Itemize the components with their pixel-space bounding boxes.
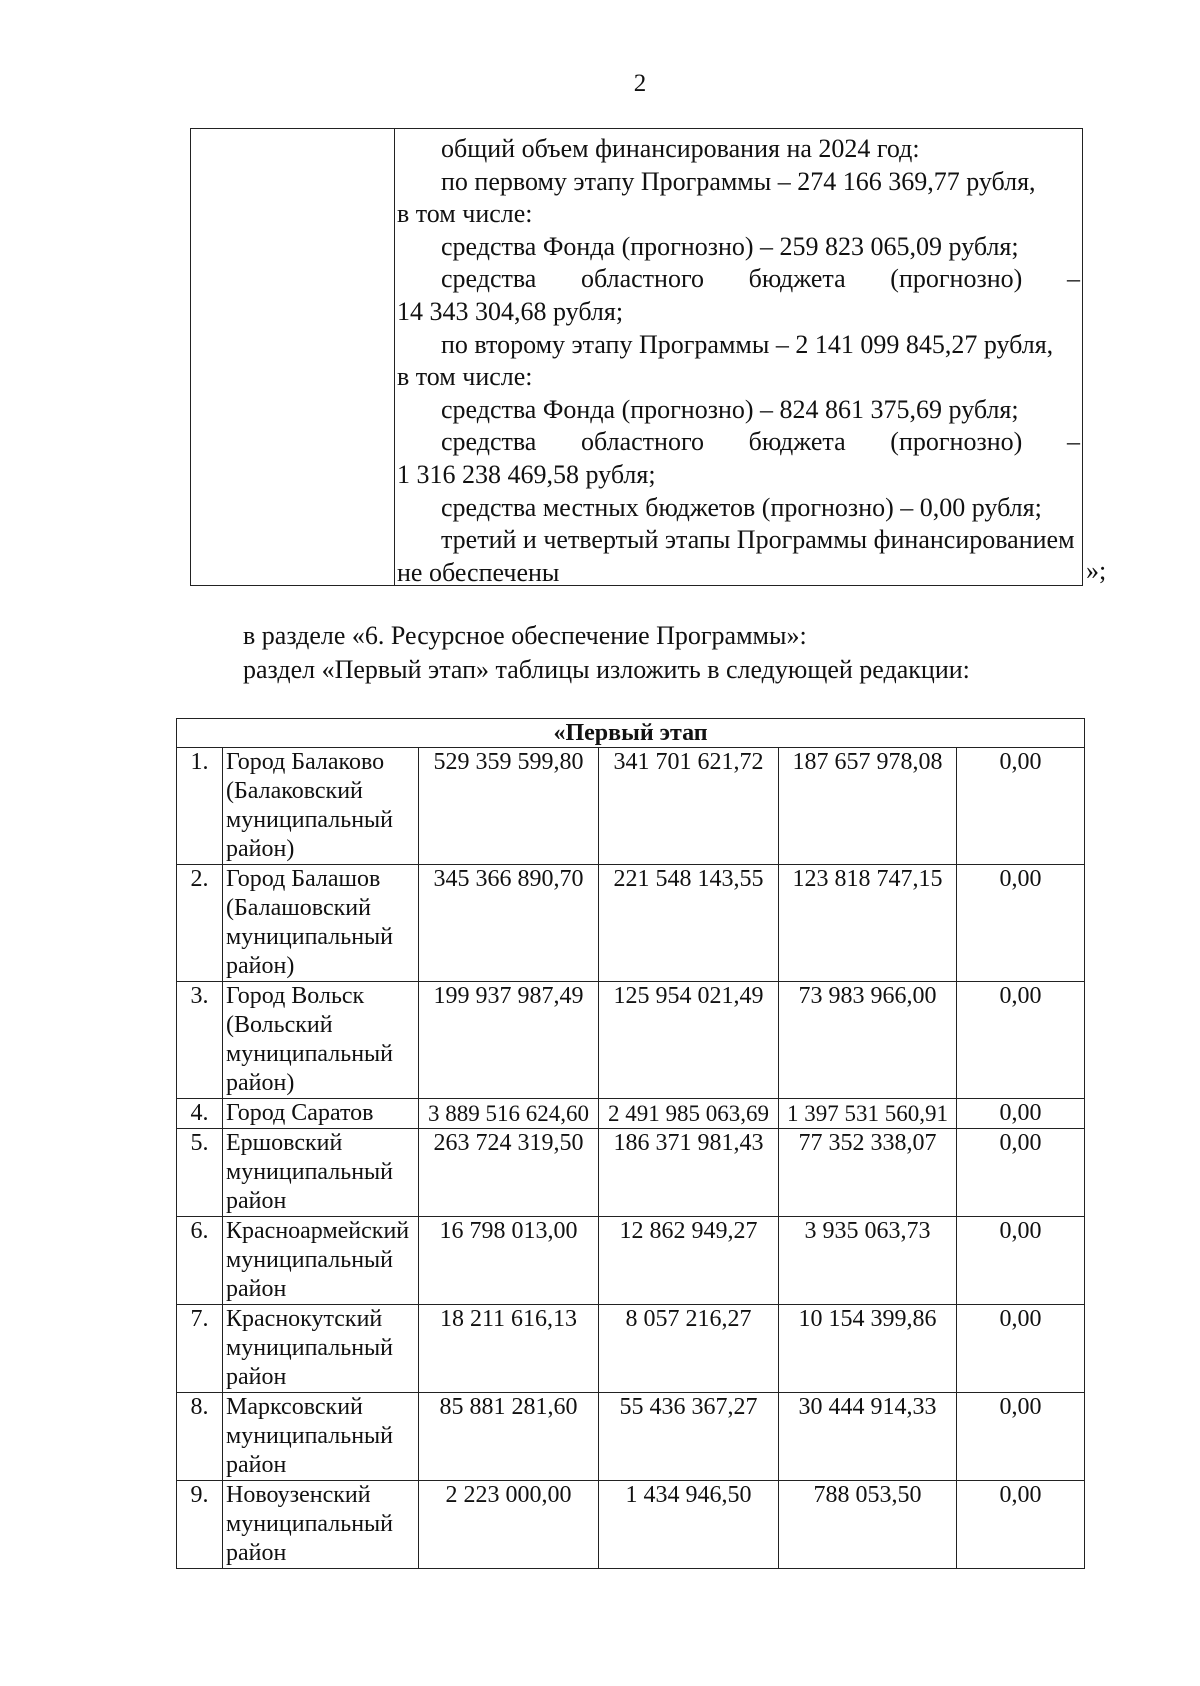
- row-number: 5.: [177, 1129, 223, 1217]
- passport-line: средства Фонда (прогнозно) – 259 823 065,09 рубля;: [441, 231, 1019, 261]
- passport-line: средства Фонда (прогнозно) – 824 861 375,69 рубля;: [441, 394, 1019, 424]
- local-amount: 0,00: [957, 1393, 1085, 1481]
- table-row: [177, 1129, 1085, 1217]
- municipality-name: Город Саратов: [223, 1099, 419, 1129]
- passport-line: в том числе:: [397, 199, 533, 229]
- fund-amount: 55 436 367,27: [599, 1393, 779, 1481]
- row-number: 6.: [177, 1217, 223, 1305]
- fund-amount: 341 701 621,72: [599, 748, 779, 865]
- body-text-line-1: в разделе «6. Ресурсное обеспечение Программы»:: [243, 621, 807, 650]
- passport-line: средства областного бюджета (прогнозно) –: [441, 264, 1080, 294]
- passport-line: средства областного бюджета (прогнозно) –: [441, 427, 1080, 457]
- passport-value-cell: [395, 129, 1082, 585]
- total-amount: 18 211 616,13: [419, 1305, 599, 1393]
- table-row: [177, 865, 1085, 982]
- row-number: 1.: [177, 748, 223, 865]
- body-text-line-2: раздел «Первый этап» таблицы изложить в следующей редакции:: [243, 655, 970, 684]
- regional-amount: 77 352 338,07: [779, 1129, 957, 1217]
- closing-quote: »;: [1086, 556, 1107, 585]
- passport-line: в том числе:: [397, 362, 533, 392]
- passport-table: [190, 128, 1083, 586]
- total-amount: 345 366 890,70: [419, 865, 599, 982]
- municipality-name: Город Балаково (Балаковский муниципальный район): [223, 748, 419, 865]
- fund-amount: 125 954 021,49: [599, 982, 779, 1099]
- fund-amount: 12 862 949,27: [599, 1217, 779, 1305]
- municipality-name: Город Балашов (Балашовский муниципальный район): [223, 865, 419, 982]
- stage-table: [176, 718, 1085, 1569]
- passport-line: не обеспечены: [397, 557, 560, 587]
- page-number: 2: [633, 70, 647, 97]
- table-row: [177, 1481, 1085, 1569]
- local-amount: 0,00: [957, 1099, 1085, 1129]
- table-row: [177, 1393, 1085, 1481]
- table-row: [177, 748, 1085, 865]
- table-row: [177, 982, 1085, 1099]
- local-amount: 0,00: [957, 865, 1085, 982]
- total-amount: 263 724 319,50: [419, 1129, 599, 1217]
- row-number: 9.: [177, 1481, 223, 1569]
- passport-label-cell: [191, 129, 395, 585]
- row-number: 8.: [177, 1393, 223, 1481]
- row-number: 7.: [177, 1305, 223, 1393]
- local-amount: 0,00: [957, 1305, 1085, 1393]
- regional-amount: 73 983 966,00: [779, 982, 957, 1099]
- fund-amount: 221 548 143,55: [599, 865, 779, 982]
- municipality-name: Ершовский муниципальный район: [223, 1129, 419, 1217]
- regional-amount: 123 818 747,15: [779, 865, 957, 982]
- stage-table-header: «Первый этап: [177, 719, 1085, 748]
- passport-line: по первому этапу Программы – 274 166 369,77 рубля,: [441, 166, 1036, 196]
- local-amount: 0,00: [957, 1217, 1085, 1305]
- total-amount: 16 798 013,00: [419, 1217, 599, 1305]
- municipality-name: Красноармейский муниципальный район: [223, 1217, 419, 1305]
- total-amount: 529 359 599,80: [419, 748, 599, 865]
- municipality-name: Марксовский муниципальный район: [223, 1393, 419, 1481]
- table-row: [177, 1217, 1085, 1305]
- total-amount: 3 889 516 624,60: [419, 1099, 599, 1129]
- regional-amount: 788 053,50: [779, 1481, 957, 1569]
- municipality-name: Краснокутский муниципальный район: [223, 1305, 419, 1393]
- passport-line: 1 316 238 469,58 рубля;: [397, 459, 656, 489]
- local-amount: 0,00: [957, 748, 1085, 865]
- fund-amount: 8 057 216,27: [599, 1305, 779, 1393]
- local-amount: 0,00: [957, 1129, 1085, 1217]
- regional-amount: 3 935 063,73: [779, 1217, 957, 1305]
- regional-amount: 187 657 978,08: [779, 748, 957, 865]
- passport-line: по второму этапу Программы – 2 141 099 845,27 рубля,: [441, 329, 1054, 359]
- regional-amount: 1 397 531 560,91: [779, 1099, 957, 1129]
- passport-line: третий и четвертый этапы Программы финансированием: [441, 525, 1075, 555]
- local-amount: 0,00: [957, 1481, 1085, 1569]
- row-number: 2.: [177, 865, 223, 982]
- fund-amount: 186 371 981,43: [599, 1129, 779, 1217]
- row-number: 4.: [177, 1099, 223, 1129]
- table-row: [177, 1099, 1085, 1129]
- passport-line: общий объем финансирования на 2024 год:: [441, 134, 920, 163]
- passport-line: средства местных бюджетов (прогнозно) – 0,00 рубля;: [441, 492, 1042, 522]
- total-amount: 85 881 281,60: [419, 1393, 599, 1481]
- regional-amount: 30 444 914,33: [779, 1393, 957, 1481]
- municipality-name: Город Вольск (Вольский муниципальный район): [223, 982, 419, 1099]
- fund-amount: 1 434 946,50: [599, 1481, 779, 1569]
- passport-line: 14 343 304,68 рубля;: [397, 296, 624, 326]
- total-amount: 199 937 987,49: [419, 982, 599, 1099]
- total-amount: 2 223 000,00: [419, 1481, 599, 1569]
- regional-amount: 10 154 399,86: [779, 1305, 957, 1393]
- row-number: 3.: [177, 982, 223, 1099]
- fund-amount: 2 491 985 063,69: [599, 1099, 779, 1129]
- table-row: [177, 1305, 1085, 1393]
- municipality-name: Новоузенский муниципальный район: [223, 1481, 419, 1569]
- local-amount: 0,00: [957, 982, 1085, 1099]
